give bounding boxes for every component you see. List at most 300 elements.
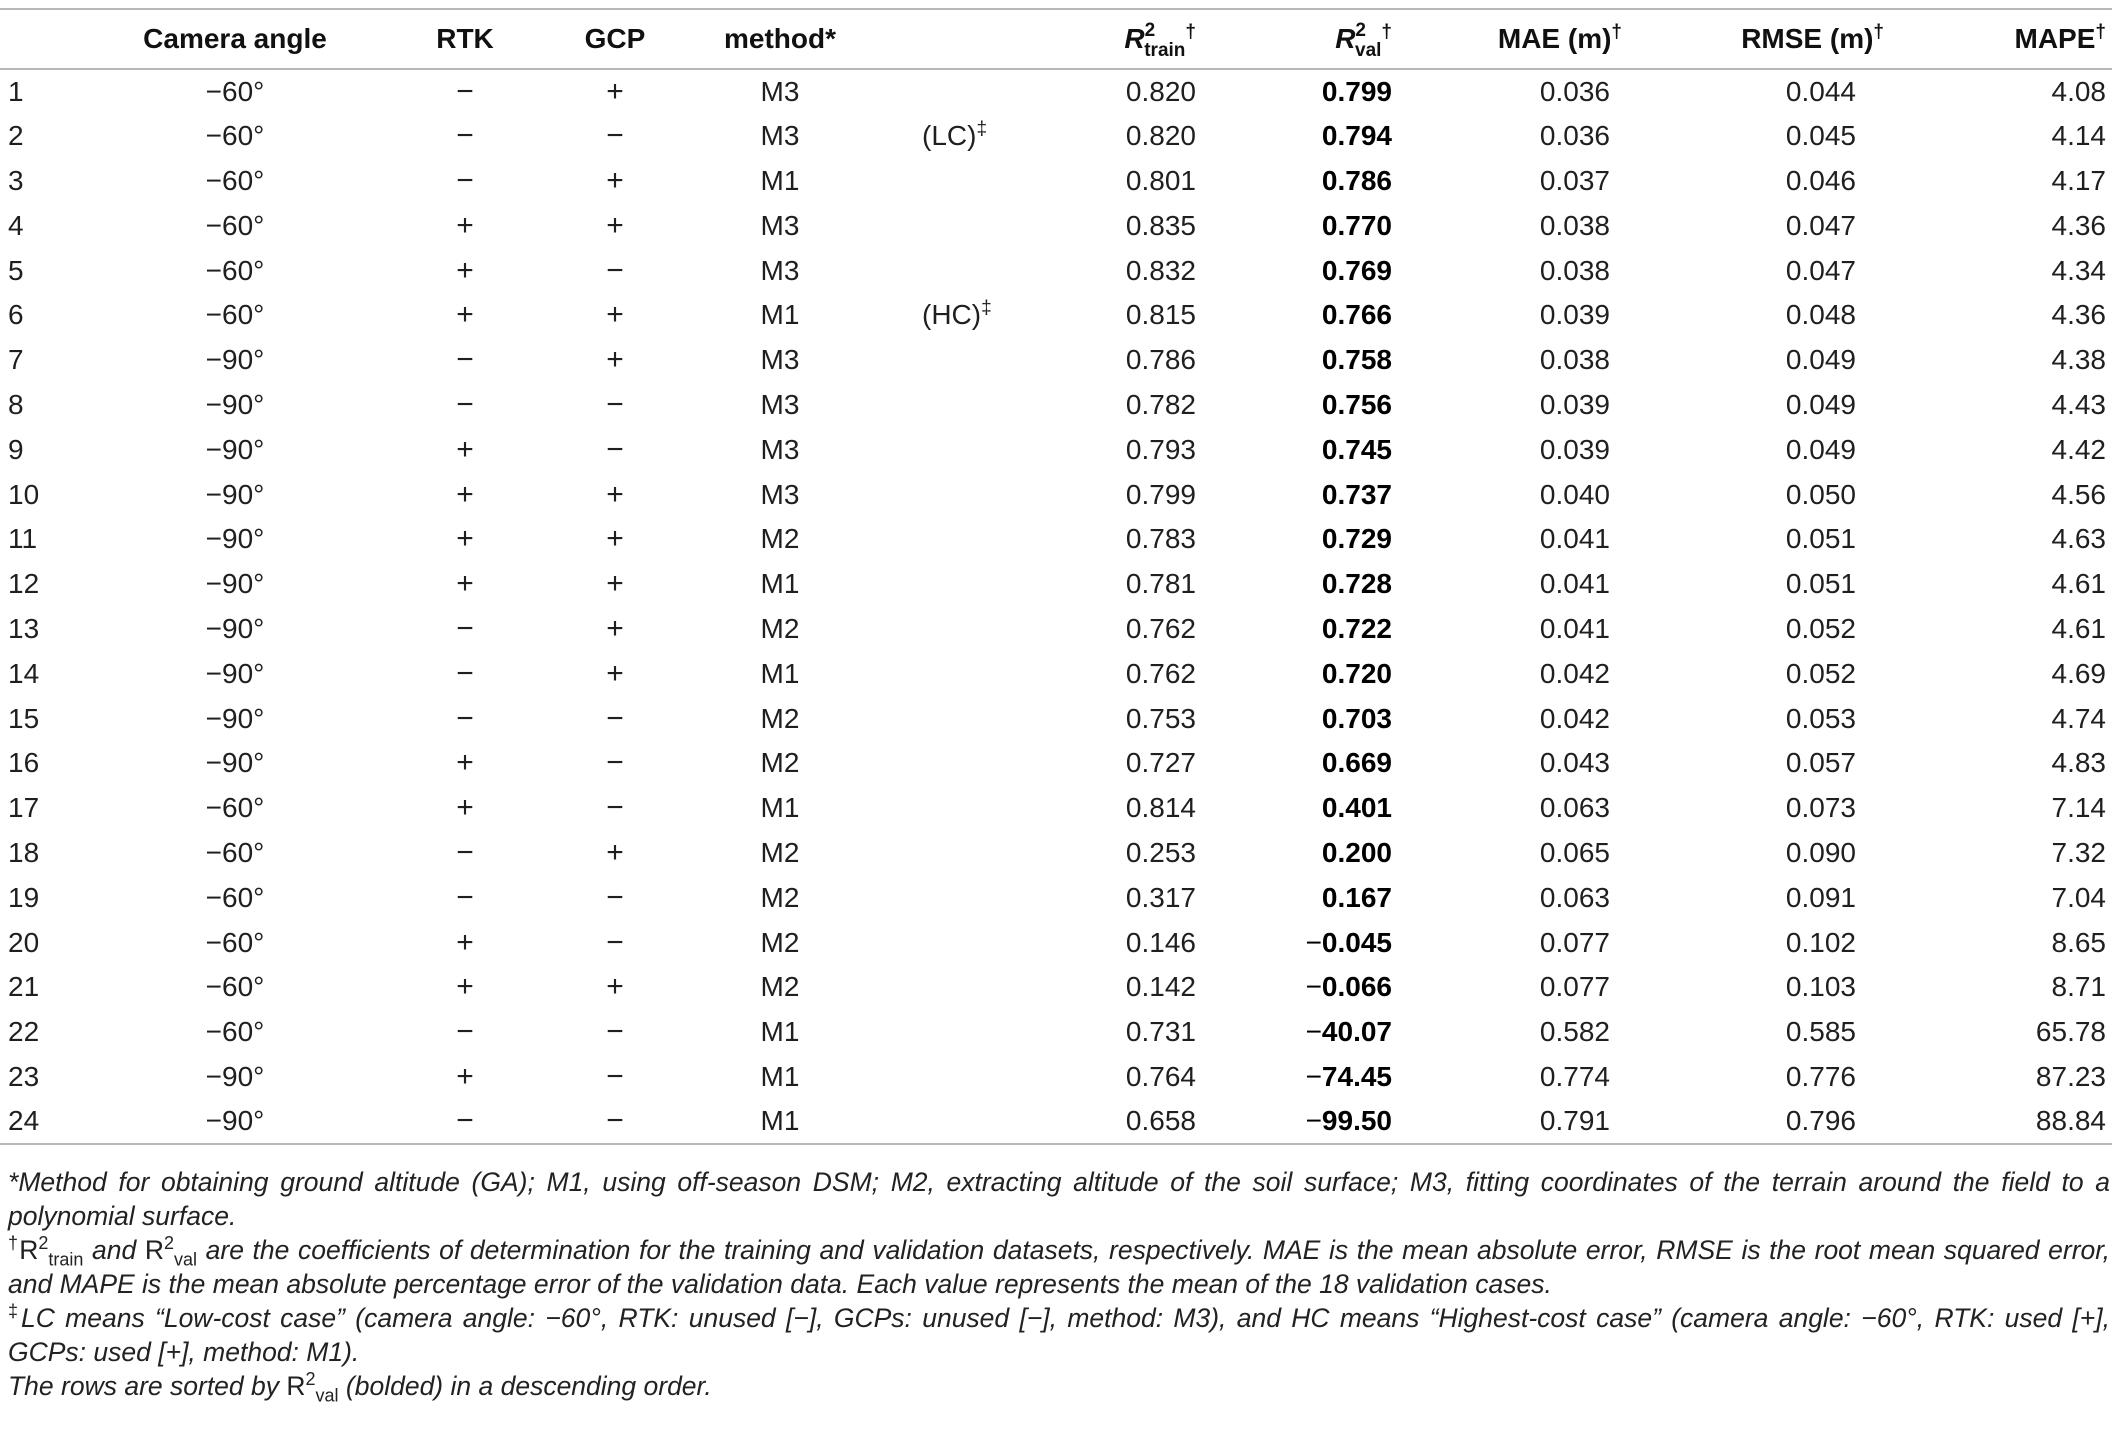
- mae-cell: 0.039: [1539, 388, 1610, 420]
- r2-val-value: 0.756: [1321, 388, 1392, 420]
- gcp-cell: +: [606, 298, 624, 332]
- camera-angle-cell: −60°: [205, 926, 265, 958]
- mape-cell: 4.42: [2051, 433, 2106, 465]
- r2-val-value: 99.50: [1321, 1105, 1392, 1137]
- rtk-cell: −: [456, 611, 474, 645]
- table-row: [0, 427, 2112, 472]
- table-row: [0, 607, 2112, 652]
- row-number: 4: [8, 209, 24, 241]
- mape-cell: 4.56: [2051, 478, 2106, 510]
- mape-cell: 4.61: [2051, 568, 2106, 600]
- gcp-cell: −: [540, 1099, 690, 1144]
- mape-cell: 65.78: [2035, 1016, 2106, 1048]
- rmse-cell: 0.048: [1785, 299, 1856, 331]
- header-camera-angle: Camera angle: [80, 9, 390, 69]
- r2-val-cell: [1202, 875, 1432, 920]
- rmse-cell: 0.044: [1785, 75, 1856, 107]
- rmse-cell: 0.051: [1785, 568, 1856, 600]
- method-cell: M1: [760, 164, 800, 196]
- r2-val-value: 0.758: [1321, 344, 1392, 376]
- cost-case-cell: [870, 651, 1030, 696]
- r2-val-cell: [1202, 786, 1432, 831]
- r2-val-value: 0.799: [1321, 75, 1392, 107]
- rmse-cell: 0.052: [1785, 657, 1856, 689]
- row-number: 19: [8, 881, 40, 913]
- rtk-cell: +: [456, 970, 474, 1004]
- gcp-cell: −: [606, 925, 624, 959]
- table-row: [0, 562, 2112, 607]
- camera-angle-cell: −90°: [205, 388, 265, 420]
- r2-train-cell: 0.781: [1125, 568, 1196, 600]
- camera-angle-cell: −60°: [205, 254, 265, 286]
- table-row: [0, 383, 2112, 428]
- r2-val-value: 0.669: [1321, 747, 1392, 779]
- cost-case-label: (HC): [922, 299, 982, 331]
- r2-val-value: 0.729: [1321, 523, 1392, 555]
- r2-train-cell: 0.814: [1125, 792, 1196, 824]
- r2-val-sign: −: [1305, 926, 1322, 958]
- rmse-cell: 0.776: [1785, 1060, 1856, 1092]
- row-number: 22: [8, 1016, 40, 1048]
- footnote-cost-cases: ‡LC means “Low-cost case” (camera angle: −60°, RTK: unused [−], GCPs: unused [−], method: M3), and HC means “Highest-cost case” (camera angle: −60°, RTK: used [+], GCPs: used [+], method: M1).: [8, 1301, 2110, 1367]
- camera-angle-cell: −60°: [205, 299, 265, 331]
- camera-angle-cell: −90°: [205, 702, 265, 734]
- rtk-cell: −: [456, 387, 474, 421]
- gcp-cell: −: [606, 880, 624, 914]
- row-number: 6: [8, 299, 24, 331]
- mae-cell: 0.063: [1539, 881, 1610, 913]
- rtk-cell: −: [456, 656, 474, 690]
- cost-case-cell: [870, 159, 1030, 204]
- r2-val-cell: [1202, 741, 1432, 786]
- cost-case-cell: [870, 69, 1030, 114]
- gcp-cell: −: [606, 253, 624, 287]
- cost-case-cell: [870, 562, 1030, 607]
- r2-train-cell: 0.753: [1125, 702, 1196, 734]
- method-cell: M3: [760, 254, 800, 286]
- method-cell: M2: [760, 747, 800, 779]
- rtk-cell: +: [456, 253, 474, 287]
- mae-cell: 0.036: [1539, 75, 1610, 107]
- cost-case-cell: [870, 1010, 1030, 1055]
- table-row: [0, 517, 2112, 562]
- mae-cell: 0.041: [1539, 523, 1610, 555]
- row-number: 9: [8, 433, 24, 465]
- cost-case-cell: [870, 472, 1030, 517]
- r2-train-cell: 0.782: [1125, 388, 1196, 420]
- gcp-cell: +: [606, 970, 624, 1004]
- table-row: [0, 159, 2112, 204]
- rtk-cell: −: [456, 343, 474, 377]
- header-gcp: GCP: [540, 9, 690, 69]
- gcp-cell: +: [606, 567, 624, 601]
- row-number: 21: [8, 971, 40, 1003]
- row-number: 1: [8, 75, 24, 107]
- cost-case-cell: [870, 965, 1030, 1010]
- mae-cell: 0.582: [1539, 1016, 1610, 1048]
- method-cell: M2: [760, 971, 800, 1003]
- cost-case-cell: [870, 427, 1030, 472]
- method-cell: M3: [760, 344, 800, 376]
- camera-angle-cell: −90°: [205, 657, 265, 689]
- table-row: [0, 965, 2112, 1010]
- rtk-cell: +: [456, 925, 474, 959]
- cost-case-cell: [870, 383, 1030, 428]
- r2-val-value: 0.745: [1321, 433, 1392, 465]
- row-number: 2: [8, 120, 24, 152]
- table-row: [0, 786, 2112, 831]
- mae-cell: 0.041: [1539, 568, 1610, 600]
- cost-case-cell: [870, 1055, 1030, 1100]
- r2-val-cell: [1202, 965, 1432, 1010]
- rmse-cell: 0.796: [1672, 1099, 1932, 1144]
- gcp-cell: +: [606, 74, 624, 108]
- mape-cell: 4.69: [2051, 657, 2106, 689]
- cost-case-cell: [870, 607, 1030, 652]
- mae-cell: 0.038: [1539, 209, 1610, 241]
- mape-cell: 4.74: [2051, 702, 2106, 734]
- cost-case-label: (LC): [922, 120, 977, 152]
- r2-val-cell: [1202, 248, 1432, 293]
- gcp-cell: +: [606, 208, 624, 242]
- cost-case-cell: [870, 920, 1030, 965]
- gcp-cell: −: [606, 791, 624, 825]
- mae-cell: 0.043: [1539, 747, 1610, 779]
- method-cell: M1: [760, 299, 800, 331]
- mae-cell: 0.791: [1432, 1099, 1672, 1144]
- mape-cell: 7.14: [2051, 792, 2106, 824]
- r2-train-cell: 0.835: [1125, 209, 1196, 241]
- method-cell: M2: [760, 523, 800, 555]
- r2-train-cell: 0.793: [1125, 433, 1196, 465]
- mae-cell: 0.037: [1539, 164, 1610, 196]
- r2-val-cell: [1202, 1055, 1432, 1100]
- rtk-cell: −: [456, 163, 474, 197]
- r2-train-cell: 0.764: [1125, 1060, 1196, 1092]
- camera-angle-cell: −60°: [205, 836, 265, 868]
- r2-train-cell: 0.317: [1125, 881, 1196, 913]
- table-row: [0, 472, 2112, 517]
- r2-train-cell: 0.762: [1125, 612, 1196, 644]
- r2-val-value: 74.45: [1321, 1060, 1392, 1092]
- mae-cell: 0.042: [1539, 657, 1610, 689]
- mape-cell: 4.36: [2051, 299, 2106, 331]
- r2-val-cell: [1202, 69, 1432, 114]
- mae-cell: 0.038: [1539, 254, 1610, 286]
- r2-train-cell: 0.799: [1125, 478, 1196, 510]
- header-r2-train: $R^2_{train}^\dagger$: [1030, 9, 1202, 69]
- r2-train-cell: 0.146: [1125, 926, 1196, 958]
- rmse-cell: 0.090: [1785, 836, 1856, 868]
- r2-train-cell: 0.820: [1125, 120, 1196, 152]
- method-cell: M2: [760, 702, 800, 734]
- rmse-cell: 0.073: [1785, 792, 1856, 824]
- row-number: 18: [8, 836, 40, 868]
- footnote-metrics: $^\dagger R^2_{train}$ and $R^2_{val}$ are the coefficients of determination for the training and validation datasets, respectively. MAE is the mean absolute error, RMSE is the root mean squared error, and MAPE is the mean absolute percentage error of the validation data. Each value represents the mean of the 18 validation cases.: [8, 1233, 2110, 1299]
- cost-case-cell: [870, 114, 1030, 159]
- header-rtk: RTK: [390, 9, 540, 69]
- r2-train-cell: 0.731: [1125, 1016, 1196, 1048]
- rtk-cell: +: [456, 432, 474, 466]
- cost-case-cell: [870, 696, 1030, 741]
- gcp-cell: −: [606, 1059, 624, 1093]
- gcp-cell: +: [606, 835, 624, 869]
- mape-cell: 4.83: [2051, 747, 2106, 779]
- rmse-cell: 0.049: [1785, 344, 1856, 376]
- rtk-cell: −: [456, 701, 474, 735]
- r2-val-cell: [1202, 696, 1432, 741]
- table-row: [0, 831, 2112, 876]
- method-cell: M2: [760, 612, 800, 644]
- gcp-cell: −: [606, 1015, 624, 1049]
- rmse-cell: 0.047: [1785, 209, 1856, 241]
- mape-cell: 4.17: [2051, 164, 2106, 196]
- table-row: [0, 69, 2112, 114]
- header-note: [870, 9, 1030, 69]
- header-rmse: RMSE (m)†: [1672, 9, 1932, 69]
- camera-angle-cell: −90°: [205, 433, 265, 465]
- cost-case-cell: [870, 875, 1030, 920]
- rmse-cell: 0.053: [1785, 702, 1856, 734]
- header-r2-val: $R^2_{val}^\dagger$: [1202, 9, 1432, 69]
- r2-val-value: 0.720: [1321, 657, 1392, 689]
- row-number: 23: [8, 1060, 40, 1092]
- rtk-cell: +: [456, 477, 474, 511]
- gcp-cell: +: [606, 656, 624, 690]
- method-cell: M1: [760, 1016, 800, 1048]
- r2-val-cell: [1202, 1010, 1432, 1055]
- mae-cell: 0.036: [1539, 120, 1610, 152]
- r2-val-cell: [1202, 1099, 1432, 1144]
- table-row: [0, 338, 2112, 383]
- results-table: [0, 8, 2112, 1145]
- r2-val-sign: −: [1305, 1105, 1322, 1137]
- camera-angle-cell: −90°: [205, 478, 265, 510]
- r2-val-value: 0.769: [1321, 254, 1392, 286]
- mae-cell: 0.040: [1539, 478, 1610, 510]
- cost-case-cell: [870, 293, 1030, 338]
- rtk-cell: −: [456, 74, 474, 108]
- rmse-cell: 0.050: [1785, 478, 1856, 510]
- rmse-cell: 0.049: [1785, 388, 1856, 420]
- camera-angle-cell: −60°: [205, 971, 265, 1003]
- rtk-cell: +: [456, 567, 474, 601]
- header-row: [0, 9, 2112, 69]
- rtk-cell: −: [456, 1015, 474, 1049]
- mae-cell: 0.039: [1539, 299, 1610, 331]
- camera-angle-cell: −90°: [80, 1099, 390, 1144]
- r2-val-value: 0.066: [1321, 971, 1392, 1003]
- mape-cell: 4.14: [2051, 120, 2106, 152]
- mape-cell: 87.23: [2035, 1060, 2106, 1092]
- camera-angle-cell: −90°: [205, 747, 265, 779]
- gcp-cell: −: [606, 432, 624, 466]
- mape-cell: 4.63: [2051, 523, 2106, 555]
- gcp-cell: +: [606, 611, 624, 645]
- mape-cell: 8.71: [2051, 971, 2106, 1003]
- rmse-cell: 0.051: [1785, 523, 1856, 555]
- r2-val-cell: [1202, 383, 1432, 428]
- gcp-cell: +: [606, 522, 624, 556]
- mape-cell: 4.61: [2051, 612, 2106, 644]
- mape-cell: 8.65: [2051, 926, 2106, 958]
- method-cell: M3: [760, 388, 800, 420]
- r2-val-value: 0.766: [1321, 299, 1392, 331]
- header-mape: MAPE†: [1932, 9, 2112, 69]
- r2-val-value: 0.770: [1321, 209, 1392, 241]
- cost-case-cell: [870, 517, 1030, 562]
- mae-cell: 0.041: [1539, 612, 1610, 644]
- cost-case-cell: [870, 831, 1030, 876]
- r2-train-cell: 0.658: [1030, 1099, 1202, 1144]
- gcp-cell: +: [606, 477, 624, 511]
- r2-val-cell: [1202, 203, 1432, 248]
- r2-val-sign: −: [1305, 1060, 1322, 1092]
- mae-cell: 0.038: [1539, 344, 1610, 376]
- row-number: 24: [0, 1099, 80, 1144]
- mae-cell: 0.042: [1539, 702, 1610, 734]
- method-cell: M2: [760, 881, 800, 913]
- r2-val-value: 0.737: [1321, 478, 1392, 510]
- cost-case-mark: ‡: [976, 118, 988, 140]
- r2-val-value: 0.045: [1321, 926, 1392, 958]
- camera-angle-cell: −60°: [205, 164, 265, 196]
- table-row: [0, 696, 2112, 741]
- r2-val-cell: [1202, 651, 1432, 696]
- r2-train-cell: 0.801: [1125, 164, 1196, 196]
- mae-cell: 0.063: [1539, 792, 1610, 824]
- camera-angle-cell: −60°: [205, 792, 265, 824]
- r2-val-value: 0.728: [1321, 568, 1392, 600]
- r2-val-cell: [1202, 427, 1432, 472]
- r2-val-cell: [1202, 293, 1432, 338]
- mape-cell: 7.04: [2051, 881, 2106, 913]
- table-row: [0, 1010, 2112, 1055]
- table-row: [0, 741, 2112, 786]
- method-cell: M3: [760, 75, 800, 107]
- row-number: 15: [8, 702, 40, 734]
- camera-angle-cell: −90°: [205, 568, 265, 600]
- table-row: [0, 1099, 2112, 1144]
- rmse-cell: 0.049: [1785, 433, 1856, 465]
- gcp-cell: −: [606, 387, 624, 421]
- r2-val-cell: [1202, 920, 1432, 965]
- gcp-cell: −: [606, 701, 624, 735]
- camera-angle-cell: −90°: [205, 612, 265, 644]
- gcp-cell: −: [606, 119, 624, 153]
- cost-case-cell: [870, 203, 1030, 248]
- gcp-cell: +: [606, 343, 624, 377]
- row-number: 5: [8, 254, 24, 286]
- method-cell: M3: [760, 209, 800, 241]
- method-cell: M1: [760, 657, 800, 689]
- mae-cell: 0.774: [1539, 1060, 1610, 1092]
- table-row: [0, 203, 2112, 248]
- r2-train-cell: 0.815: [1125, 299, 1196, 331]
- method-cell: M1: [760, 792, 800, 824]
- r2-val-cell: [1202, 517, 1432, 562]
- rtk-cell: −: [456, 119, 474, 153]
- table-row: [0, 1055, 2112, 1100]
- r2-val-value: 0.722: [1321, 612, 1392, 644]
- rtk-cell: +: [456, 522, 474, 556]
- method-cell: M1: [760, 1060, 800, 1092]
- r2-val-value: 0.200: [1321, 836, 1392, 868]
- camera-angle-cell: −60°: [205, 1016, 265, 1048]
- r2-val-value: 0.401: [1321, 792, 1392, 824]
- rmse-cell: 0.585: [1785, 1016, 1856, 1048]
- r2-val-cell: [1202, 607, 1432, 652]
- camera-angle-cell: −90°: [205, 1060, 265, 1092]
- row-number: 20: [8, 926, 40, 958]
- row-number: 11: [8, 523, 38, 555]
- r2-val-value: 0.786: [1321, 164, 1392, 196]
- rtk-cell: +: [456, 298, 474, 332]
- r2-val-value: 0.794: [1321, 120, 1392, 152]
- cost-case-cell: [870, 741, 1030, 786]
- mape-cell: 7.32: [2051, 836, 2106, 868]
- table-row: [0, 920, 2112, 965]
- r2-val-value: 40.07: [1321, 1016, 1392, 1048]
- r2-train-cell: 0.820: [1125, 75, 1196, 107]
- camera-angle-cell: −60°: [205, 120, 265, 152]
- rmse-cell: 0.091: [1785, 881, 1856, 913]
- camera-angle-cell: −60°: [205, 881, 265, 913]
- method-cell: M1: [690, 1099, 870, 1144]
- footnote-method: *Method for obtaining ground altitude (GA); M1, using off-season DSM; M2, extracting altitude of the soil surface; M3, fitting coordinates of the terrain around the field to a polynomial surface.: [8, 1167, 2110, 1231]
- mape-cell: 4.38: [2051, 344, 2106, 376]
- r2-train-cell: 0.727: [1125, 747, 1196, 779]
- r2-val-cell: [1202, 338, 1432, 383]
- camera-angle-cell: −60°: [205, 75, 265, 107]
- r2-val-value: 0.703: [1321, 702, 1392, 734]
- row-number: 14: [8, 657, 40, 689]
- cost-case-cell: [870, 1099, 1030, 1144]
- table-body: [0, 69, 2112, 1144]
- r2-val-cell: [1202, 831, 1432, 876]
- r2-val-sign: −: [1305, 971, 1322, 1003]
- method-cell: M2: [760, 836, 800, 868]
- mae-cell: 0.077: [1539, 926, 1610, 958]
- rtk-cell: −: [456, 835, 474, 869]
- cost-case-cell: [870, 786, 1030, 831]
- header-mae: MAE (m)†: [1432, 9, 1672, 69]
- r2-train-cell: 0.786: [1125, 344, 1196, 376]
- rtk-cell: +: [456, 208, 474, 242]
- row-number: 12: [8, 568, 40, 600]
- row-number: 10: [8, 478, 40, 510]
- table-row: [0, 248, 2112, 293]
- method-cell: M2: [760, 926, 800, 958]
- cost-case-cell: [870, 248, 1030, 293]
- r2-train-cell: 0.253: [1125, 836, 1196, 868]
- camera-angle-cell: −60°: [205, 209, 265, 241]
- table-row: [0, 875, 2112, 920]
- row-number: 8: [8, 388, 24, 420]
- method-cell: M3: [760, 433, 800, 465]
- r2-val-value: 0.167: [1321, 881, 1392, 913]
- row-number: 13: [8, 612, 40, 644]
- camera-angle-cell: −90°: [205, 523, 265, 555]
- gcp-cell: −: [606, 746, 624, 780]
- gcp-cell: +: [606, 163, 624, 197]
- camera-angle-cell: −90°: [205, 344, 265, 376]
- r2-val-cell: [1202, 114, 1432, 159]
- method-cell: M3: [760, 120, 800, 152]
- mape-cell: 4.36: [2051, 209, 2106, 241]
- rmse-cell: 0.052: [1785, 612, 1856, 644]
- footnote-sorting: The rows are sorted by $R^2_{val}$ (bolded) in a descending order.: [8, 1369, 712, 1406]
